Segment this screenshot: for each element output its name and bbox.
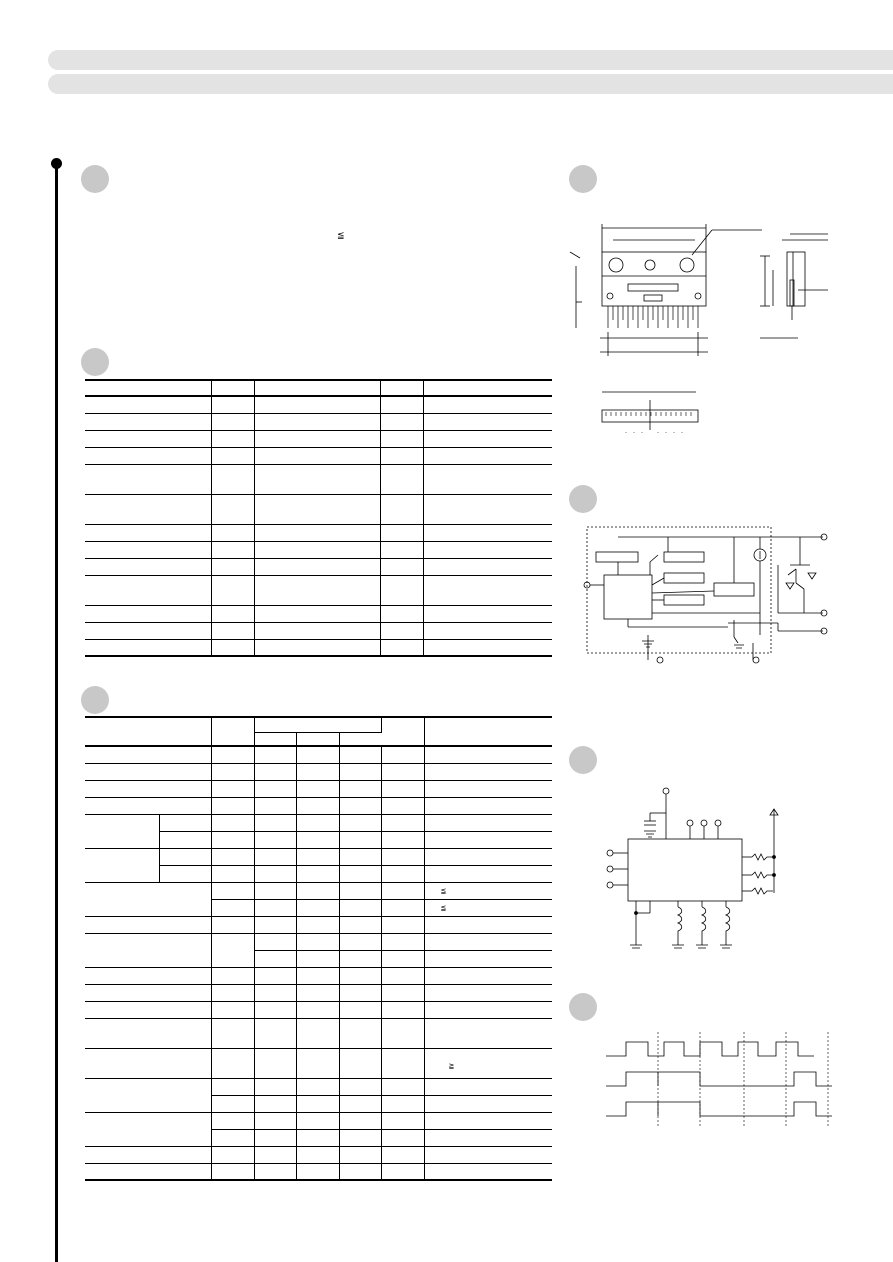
header-band-top [48,50,893,70]
section-bullet-block-diagram [569,485,597,513]
max-ratings-table [85,379,552,657]
section-bullet-features [81,165,109,193]
section-bullet-dimensions [569,165,597,193]
block-diagram [578,525,838,670]
section-bullet-characteristics [81,686,109,714]
application-circuit [600,785,800,955]
section-bullet-timing-chart [569,993,597,1021]
timing-chart [600,1030,840,1130]
cond-ge-1: ≧ [448,1063,455,1070]
cond-le-1: ≦ [440,887,447,895]
header-band-bottom [48,74,893,94]
left-vertical-rule [55,163,58,1262]
cond-le-2: ≦ [440,904,447,912]
characteristics-table [85,716,552,1181]
section-bullet-max-ratings [81,348,109,376]
package-outline-drawing [560,220,840,440]
section-bullet-application-circuit [569,746,597,774]
features-symbol-le: ≦ [337,230,345,240]
